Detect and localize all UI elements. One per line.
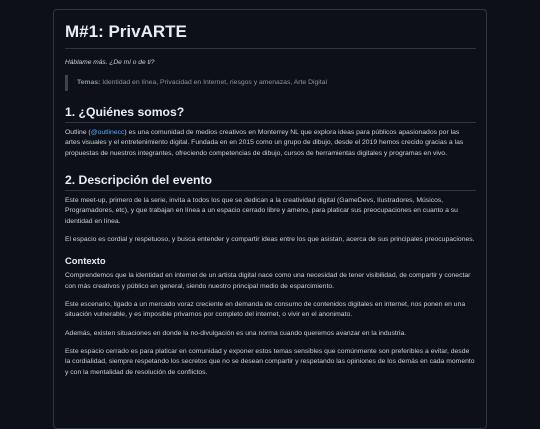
page-title: M#1: PrivARTE bbox=[65, 22, 476, 49]
contexto-paragraph-4: Este espacio cerrado es para platicar en comunidad y exponer estos temas sensibles que comúnmente son preferibles a evitar, desde la cordialidad, siempre respetando los secretos que no se desean compartir y respetando las opiniones de los demás en cada momento y con la mentalidad de resolución de conflictos. bbox=[65, 348, 475, 376]
quienes-somos-paragraph bbox=[65, 128, 476, 159]
section-heading-quienes-somos: 1. ¿Quiénes somos? bbox=[65, 105, 476, 123]
outline-link[interactable]: @outlinecc bbox=[90, 129, 125, 137]
page-subtitle: Háblame más. ¿De mí o de ti? bbox=[65, 59, 155, 66]
contexto-paragraph-1: Comprendemos que la identidad en internet de un artista digital nace como una necesidad de tener visibilidad, de compartir y conectar con más creativos y público en general, siendo nuestro principal medio de esparcimiento. bbox=[65, 272, 471, 290]
temas-blockquote bbox=[65, 75, 476, 91]
quienes-somos-text-rest: ) es una comunidad de medios creativos en Monterrey NL que explora ideas para públicos apasionados por las artes visuales y el entretenimiento digital. Fundada en en 2015 como un grupo de dibujo, desde el 2019 hemos crecido gracias a las propuestas de nuestros integrantes, ofreciendo competencias de dibujo, cursos de herramientas digitales y programas en vivo. bbox=[65, 129, 464, 157]
contexto-paragraph-2: Este escenario, ligado a un mercado voraz creciente en demanda de consumo de contenidos digitales en internet, nos ponen en una situación vulnerable, y es imposible privarnos por completo del internet, o vivir en el anonimato. bbox=[65, 301, 466, 319]
document-card bbox=[53, 9, 487, 429]
descripcion-paragraph-2: El espacio es cordial y respetuoso, y busca entender y compartir ideas entre los que asistan, acerca de sus principales preocupaciones. bbox=[65, 236, 475, 244]
contexto-paragraph-3: Además, existen situaciones en donde la no-divulgación es una norma cuando queremos avanzar en la industria. bbox=[65, 329, 407, 337]
descripcion-paragraph-1: Este meet-up, primero de la serie, invita a todos los que se dedican a la creatividad digital (GameDevs, Ilustradores, Músicos, Programadores, etc), y que trabajan en línea a un espacio cerrado libre y ameno, para platicar sus preocupaciones en cuanto a su identidad en línea. bbox=[65, 197, 458, 225]
quienes-somos-text-start: Outline ( bbox=[65, 129, 91, 137]
temas-label: Temas: bbox=[77, 79, 101, 86]
section-heading-descripcion: 2. Descripción del evento bbox=[65, 173, 476, 191]
temas-text: Identidad en línea, Privacidad en Internet, riesgos y amenazas, Arte Digital bbox=[102, 79, 327, 86]
subheading-contexto: Contexto bbox=[65, 255, 106, 267]
